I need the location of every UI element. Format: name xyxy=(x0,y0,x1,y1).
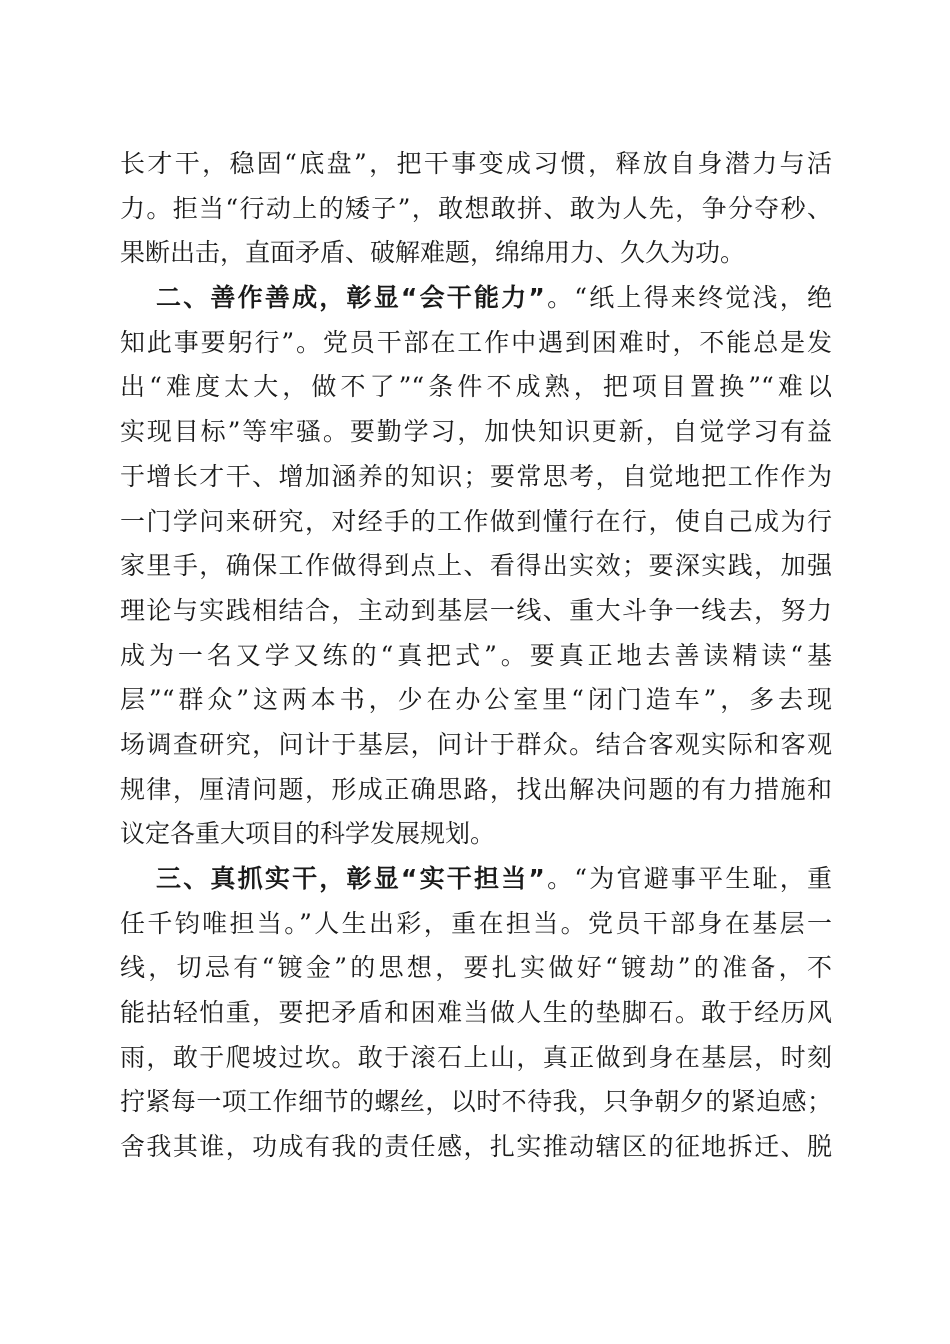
paragraph-first-line xyxy=(120,276,832,321)
text-line: 于增长才干、增加涵养的知识；要常思考，自觉地把工作作为 xyxy=(120,461,832,491)
text-line: 线，切忌有“镀金”的思想，要扎实做好“镀劫”的准备，不 xyxy=(120,953,832,983)
section-heading-2: 二、善作善成，彰显“会干能力” xyxy=(156,283,545,313)
text-line: 力。拒当“行动上的矮子”，敢想敢拼、敢为人先，争分夺秒、 xyxy=(120,193,832,223)
text-line: 拧紧每一项工作细节的螺丝，以时不待我，只争朝夕的紧迫感； xyxy=(120,1087,832,1117)
text-line: 层”“群众”这两本书，少在办公室里“闭门造车”，多去现 xyxy=(120,685,832,715)
text-line: 出“难度太大，做不了”“条件不成熟，把项目置换”“难以 xyxy=(120,372,832,402)
text-line: 能拈轻怕重，要把矛盾和困难当做人生的垫脚石。敢于经历风 xyxy=(120,998,832,1028)
text-line: 成为一名又学又练的“真把式”。要真正地去善读精读“基 xyxy=(120,640,832,670)
section-heading-3: 三、真抓实干，彰显“实干担当” xyxy=(156,864,545,893)
text-line: 理论与实践相结合，主动到基层一线、重大斗争一线去，努力 xyxy=(120,595,832,625)
text-line: 实现目标”等牢骚。要勤学习，加快知识更新，自觉学习有益 xyxy=(120,417,832,447)
text-run: 。“为官避事平生耻，重 xyxy=(544,864,832,893)
text-line: 家里手，确保工作做得到点上、看得出实效；要深实践，加强 xyxy=(120,551,832,581)
text-line: 规律，厘清问题，形成正确思路，找出解决问题的有力措施和 xyxy=(120,774,832,804)
text-line: 果断出击，直面矛盾、破解难题，绵绵用力、久久为功。 xyxy=(120,238,746,268)
text-line: 舍我其谁，功成有我的责任感，扎实推动辖区的征地拆迁、脱 xyxy=(120,1132,832,1162)
text-run: 。“纸上得来终觉浅，绝 xyxy=(544,283,832,313)
text-line: 一门学问来研究，对经手的工作做到懂行在行，使自己成为行 xyxy=(120,506,832,536)
body-text xyxy=(120,142,832,1170)
paragraph-first-line xyxy=(120,857,832,902)
text-line: 议定各重大项目的科学发展规划。 xyxy=(120,819,496,849)
text-line: 雨，敢于爬坡过坎。敢于滚石上山，真正做到身在基层，时刻 xyxy=(120,1042,832,1072)
text-line: 知此事要躬行”。党员干部在工作中遇到困难时，不能总是发 xyxy=(120,327,832,357)
text-line: 长才干，稳固“底盘”，把干事变成习惯，释放自身潜力与活 xyxy=(120,149,832,178)
text-line: 任千钧唯担当。”人生出彩，重在担当。党员干部身在基层一 xyxy=(120,908,832,938)
text-line: 场调查研究，问计于基层，问计于群众。结合客观实际和客观 xyxy=(120,729,832,759)
